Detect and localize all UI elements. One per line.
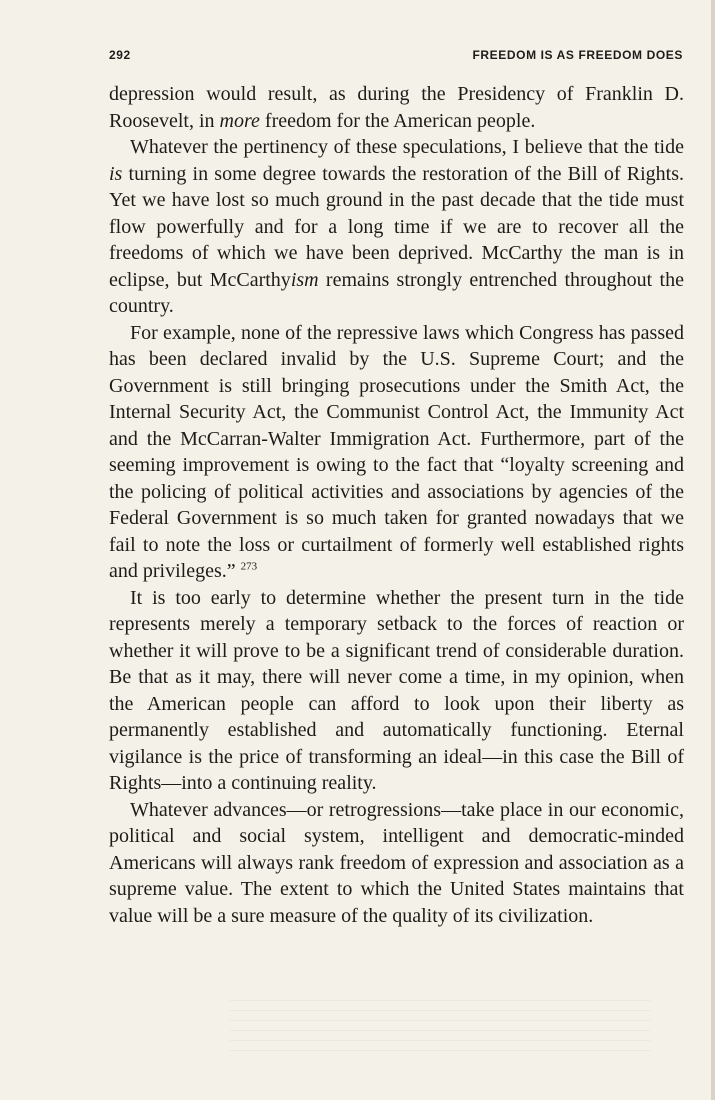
paragraph-4-text: It is too early to determine whether the present turn in the tide represents merely a temporary setback to the forces of reaction or whether it will prove to be a significant trend of considerable duration. Be that as it may, there will never come a time, in my opinion, when the American people can afford to look upon their liberty as permanently established and automatically functioning. Eternal vigilance is the price of transforming an ideal—in this case the Bill of Rights—into a continuing reality. <box>109 586 684 794</box>
page-number: 292 <box>109 48 131 62</box>
paragraph-2-emphasis-ism: ism <box>290 268 319 291</box>
paragraph-2-text-b: turning in some degree towards the restoration of the Bill of Rights. Yet we have lost so much ground in the past decade that the tide must flow powerfully and for a long time if we are to recover all the freedoms of which we have been deprived. McCarthy the man is in eclipse, but McCarthy <box>109 162 684 291</box>
footnote-reference: 273 <box>240 560 258 573</box>
paragraph-3-text: For example, none of the repressive laws which Congress has passed has been declared invalid by the U.S. Supreme Court; and the Government is still bringing prosecutions under the Smith Act, the Internal Security Act, the Communist Control Act, the Immunity Act and the McCarran-Walter Immigration Act. Furthermore, part of the seeming improvement is owing to the fact that “loyalty screening and the policing of political activities and associations by agencies of the Federal Government is so much taken for granted nowadays that we fail to note the loss or curtailment of formerly well established rights and privileges.” <box>109 321 684 582</box>
paragraph-1-text-b: freedom for the American people. <box>259 109 536 132</box>
paragraph-5-text: Whatever advances—or retrogressions—take place in our economic, political and social system, intelligent and democratic-minded Americans will always rank freedom of expression and association as a supreme value. The extent to which the United States maintains that value will be a sure measure of the quality of its civilization. <box>109 798 684 927</box>
paragraph-2-text-c: remains strongly entrenched throughout the country. <box>109 268 684 317</box>
paragraph-2 <box>109 134 684 320</box>
running-head <box>109 48 683 68</box>
paragraph-4 <box>109 585 684 797</box>
paragraph-5 <box>109 797 684 930</box>
paragraph-1-emphasis: more <box>219 109 260 132</box>
paragraph-1-text-a: depression would result, as during the Presidency of Franklin D. Roosevelt, in <box>109 83 684 132</box>
paragraph-1 <box>109 81 684 134</box>
paragraph-2-emphasis-is: is <box>109 162 123 185</box>
show-through-texture <box>230 1000 650 1060</box>
page-edge <box>711 0 715 1100</box>
body-text <box>109 81 684 929</box>
paragraph-3 <box>109 320 684 585</box>
paragraph-2-text-a: Whatever the pertinency of these speculations, I believe that the tide <box>130 136 684 158</box>
running-title: FREEDOM IS AS FREEDOM DOES <box>472 48 683 62</box>
